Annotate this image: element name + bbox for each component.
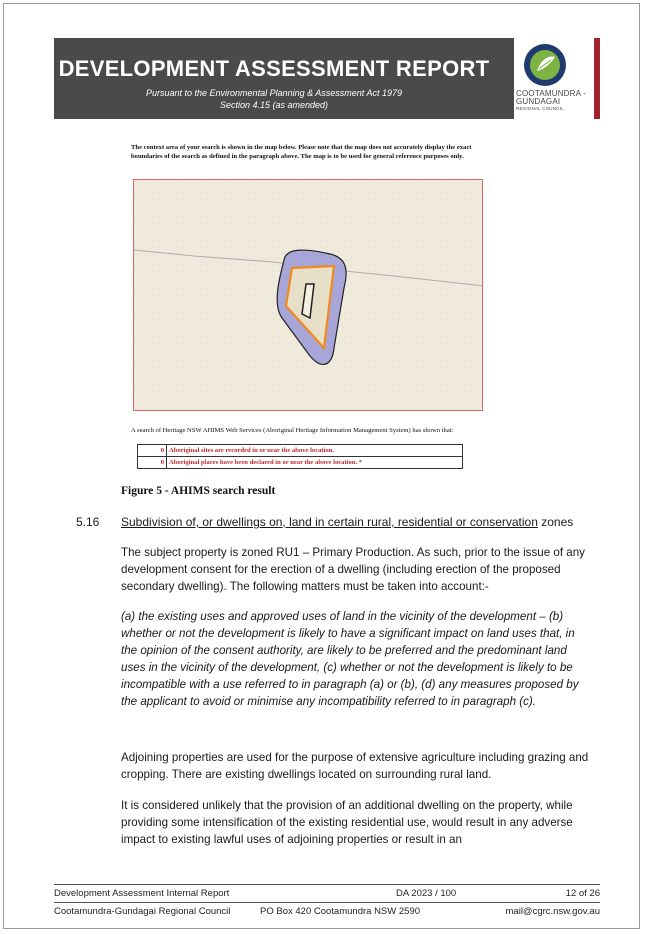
table-row bbox=[138, 445, 463, 457]
footer-council-name: Cootamundra-Gundagai Regional Council bbox=[54, 906, 231, 917]
section-title-underlined: Subdivision of, or dwellings on, land in certain rural, residential or conservation bbox=[121, 515, 538, 529]
footer-divider bbox=[54, 902, 600, 903]
figure-caption: Figure 5 - AHIMS search result bbox=[121, 485, 276, 497]
impact-paragraph: It is considered unlikely that the provision of an additional dwelling on the property, while providing some intensification of the existing residential use, would result in any adverse impact to existing lawful uses of adjoining properties or result in an bbox=[121, 799, 573, 846]
result-text: Aboriginal places have been declared in or near the above location. * bbox=[167, 457, 463, 469]
section-title bbox=[121, 515, 573, 529]
section-title-tail: zones bbox=[537, 515, 574, 529]
ahims-map-intro: The context area of your search is shown in the map below. Please note that the map does not accurately display the exact boundaries of the search as defined in the paragraph above. The map is to be used for general reference purposes only. bbox=[131, 144, 472, 160]
result-text: Aboriginal sites are recorded in or near the above location. bbox=[167, 445, 463, 457]
footer-page-number: 12 of 26 bbox=[565, 888, 600, 899]
report-subtitle-act: Pursuant to the Environmental Planning & Assessment Act 1979 bbox=[146, 88, 402, 98]
result-count: 0 bbox=[138, 445, 167, 457]
footer-da-number: DA 2023 / 100 bbox=[396, 888, 457, 899]
ahims-map-drawing bbox=[134, 180, 483, 411]
section-number: 5.16 bbox=[76, 515, 100, 529]
table-row bbox=[138, 457, 463, 469]
ahims-results-table bbox=[137, 444, 463, 469]
footer-divider bbox=[54, 884, 600, 885]
banner-accent-bar bbox=[594, 38, 600, 119]
result-count: 0 bbox=[138, 457, 167, 469]
report-title: DEVELOPMENT ASSESSMENT REPORT bbox=[58, 56, 490, 81]
footer-address: PO Box 420 Cootamundra NSW 2590 bbox=[260, 906, 421, 917]
council-logo-wordmark: COOTAMUNDRA - GUNDAGAI REGIONAL COUNCIL bbox=[516, 89, 587, 111]
report-subtitle-section: Section 4.15 (as amended) bbox=[219, 100, 329, 110]
council-logo-icon bbox=[523, 43, 567, 87]
ahims-result-caption: A search of Heritage NSW AHIMS Web Services (Aboriginal Heritage Information Management System) has shown that: bbox=[131, 427, 454, 434]
ahims-search-map bbox=[133, 179, 483, 411]
adjoining-paragraph: Adjoining properties are used for the purpose of extensive agriculture including grazing and cropping. There are existing dwellings located on surrounding rural land. bbox=[121, 751, 589, 781]
report-header-banner bbox=[54, 38, 600, 119]
footer-report-name: Development Assessment Internal Report bbox=[54, 888, 230, 899]
criteria-list: (a) the existing uses and approved uses of land in the vicinity of the development – (b) whether or not the development is likely to have a significant impact on land uses that, in the opinion of the consent authority, are likely to be preferred and the predominant land uses in the vicinity of the development, (c) whether or not the development is likely to be incompatible with a use referred to in paragraph (a) or (b), (d) any measures proposed by the applicant to avoid or minimise any incompatibility referred to in paragraph (c). bbox=[121, 610, 579, 708]
zoning-paragraph: The subject property is zoned RU1 – Primary Production. As such, prior to the issue of any development consent for the erection of a dwelling (including erection of the proposed secondary dwelling). The following matters must be taken into account:- bbox=[121, 546, 585, 593]
footer-email: mail@cgrc.nsw.gov.au bbox=[505, 906, 600, 917]
council-logo bbox=[514, 38, 594, 119]
